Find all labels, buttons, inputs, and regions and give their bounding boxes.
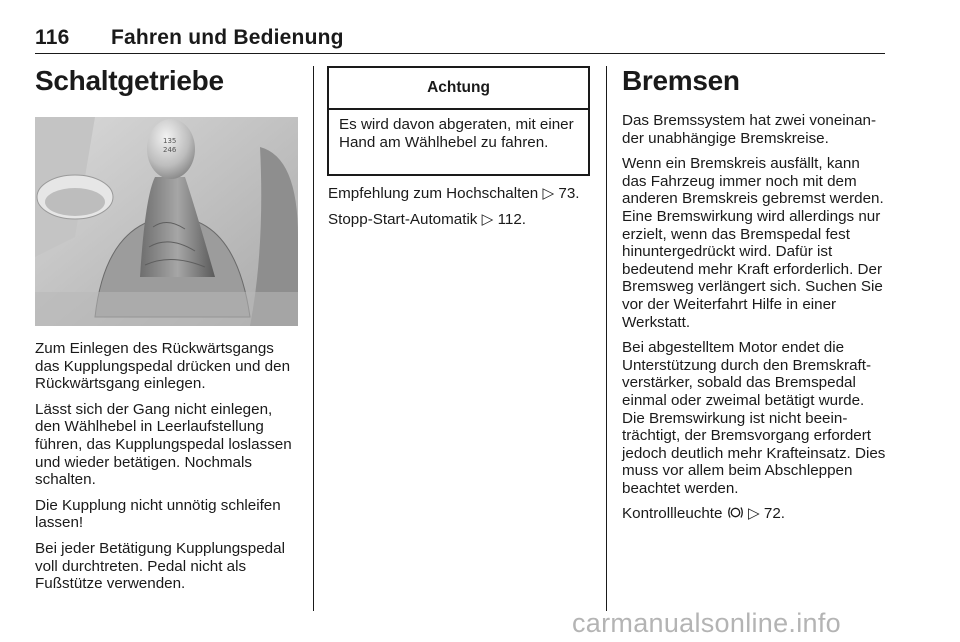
- page-header: [35, 26, 344, 50]
- page-number: 116: [35, 26, 70, 49]
- paragraph: Das Bremssystem hat zwei voneinander unabhängige Bremskreise.: [622, 112, 877, 147]
- section-heading-bremsen: Bremsen: [622, 65, 740, 96]
- paragraph: Zum Einlegen des Rückwärtsgangs das Kupplungspedal drücken und den Rückwärtsgang einlegen.: [35, 340, 291, 393]
- paragraph: Bei jeder Betätigung Kupplungspedal voll durchtreten. Pedal nicht als Fußstütze verwenden.: [35, 539, 285, 593]
- reference-label: Empfehlung zum Hochschalten: [328, 185, 539, 202]
- brake-warning-lamp-icon: [727, 506, 744, 519]
- paragraph: Die Kupplung nicht unnötig schleifen lassen!: [35, 496, 281, 532]
- notice-title: Achtung: [329, 68, 588, 110]
- page-reference-icon: ▷: [542, 185, 555, 202]
- page-reference-icon: ▷: [747, 505, 760, 523]
- column-1-text: [35, 340, 300, 601]
- cross-reference[interactable]: [328, 185, 596, 203]
- section-title: Fahren und Bedienung: [111, 26, 344, 49]
- reference-page: 112.: [497, 210, 526, 228]
- page-reference-icon: ▷: [481, 210, 494, 228]
- paragraph: Wenn ein Bremskreis ausfällt, kann das Fahrzeug immer noch mit dem anderen Bremskreis gebremst werden. Eine Bremswirkung wird allerdings nur erzielt, wenn das Bremspedal fest hinuntergedrückt wird. Dafür ist bedeutend mehr Kraft erforderlich. Der Bremsweg verlängert sich. Suchen Sie vor der Weiterfahrt Hilfe in einer Werkstatt.: [622, 155, 884, 331]
- section-heading-schaltgetriebe: Schaltgetriebe: [35, 65, 224, 96]
- notice-text: Es wird davon abgeraten, mit einer Hand am Wählhebel zu fahren.: [339, 116, 574, 151]
- reference-label: Stopp-Start-Automatik: [328, 210, 478, 228]
- notice-box: [327, 66, 590, 176]
- column-3-text: [622, 65, 887, 531]
- watermark: carmanualsonline.info: [572, 608, 841, 638]
- gear-shift-illustration: [35, 117, 298, 326]
- header-rule: [35, 53, 885, 54]
- paragraph: Bei abgestelltem Motor endet die Unterstützung durch den Bremskraftverstärker, sobald das Bremspedal einmal oder zweimal betätigt wurde. Die Bremswirkung ist nicht beeinträchtigt, der Bremsvorgang erfordert jedoch deutlich mehr Krafteinsatz. Dies muss vor allem beim Abschleppen beachtet werden.: [622, 339, 886, 497]
- cross-reference[interactable]: [328, 211, 596, 229]
- column-2-text: [328, 185, 596, 236]
- column-divider-left: [313, 66, 314, 611]
- column-divider-right: [606, 66, 607, 611]
- cross-reference[interactable]: [622, 505, 887, 523]
- svg-text:135: 135: [163, 137, 177, 145]
- reference-label: Kontrollleuchte: [622, 505, 723, 523]
- reference-page: 72.: [763, 505, 785, 523]
- svg-text:246: 246: [163, 146, 177, 154]
- reference-page: 73.: [558, 185, 580, 202]
- paragraph: Lässt sich der Gang nicht einlegen, den Wählhebel in Leerlaufstellung führen, das Kupplungspedal loslassen und wieder betätigen. Nochmals schalten.: [35, 400, 292, 489]
- gear-shift-photo: [35, 117, 298, 326]
